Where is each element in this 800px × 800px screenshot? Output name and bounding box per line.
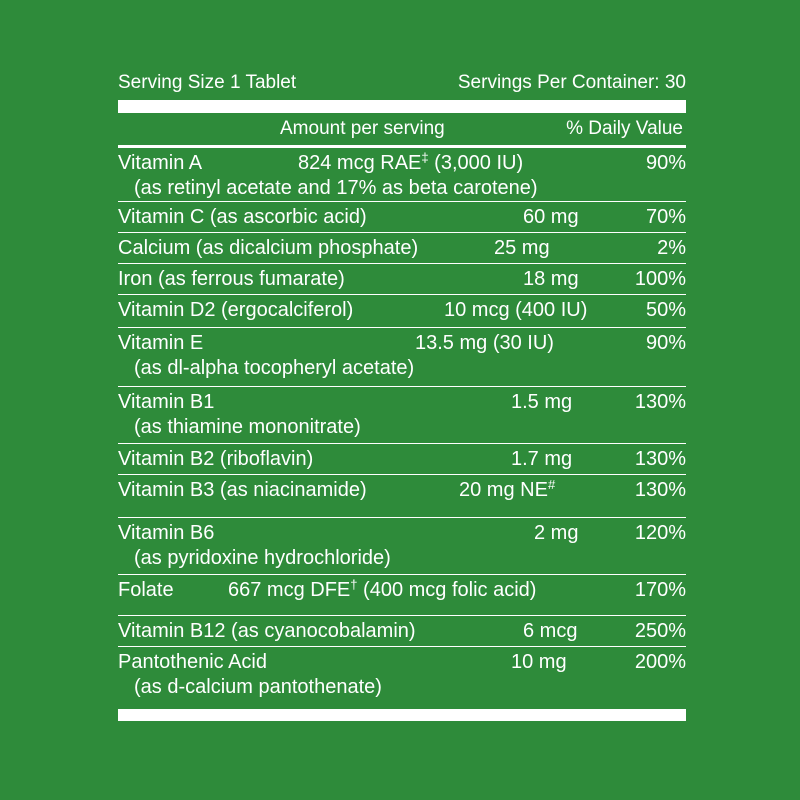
footnote-mark: # <box>547 477 556 492</box>
nutrient-name: Vitamin B3 (as niacinamide) <box>118 479 367 501</box>
footnote-mark: † <box>350 577 358 592</box>
nutrient-amount <box>415 331 554 356</box>
nutrient-name: Vitamin B12 (as cyanocobalamin) <box>118 620 416 642</box>
amount-equivalent: (3,000 IU) <box>428 152 524 174</box>
divider-end <box>118 709 686 721</box>
nutrient-list <box>118 148 686 705</box>
divider-thick <box>118 100 686 113</box>
nutrient-row <box>118 616 686 646</box>
daily-value-percent: 170% <box>634 579 686 601</box>
nutrient-row <box>118 575 686 615</box>
nutrient-source: (as pyridoxine hydrochloride) <box>134 547 391 569</box>
nutrient-source: (as d-calcium pantothenate) <box>134 676 382 698</box>
daily-value-percent: 130% <box>634 391 686 413</box>
nutrient-row <box>118 387 686 443</box>
nutrient-row <box>118 202 686 232</box>
nutrient-name: Calcium (as dicalcium phosphate) <box>118 237 419 259</box>
column-header <box>118 113 686 145</box>
nutrient-amount <box>228 578 536 603</box>
nutrient-amount <box>511 447 572 472</box>
serving-info <box>118 70 686 96</box>
amount-value: 25 mg <box>494 237 550 259</box>
nutrient-row <box>118 444 686 474</box>
amount-equivalent: (400 mcg folic acid) <box>357 579 537 601</box>
daily-value-percent: 130% <box>634 479 686 501</box>
nutrient-name: Vitamin A <box>118 152 203 174</box>
daily-value-percent: 250% <box>634 620 686 642</box>
daily-value-header: % Daily Value <box>566 118 683 139</box>
nutrient-row <box>118 233 686 263</box>
daily-value-percent: 50% <box>645 299 686 321</box>
amount-value: 10 mg <box>511 651 567 673</box>
nutrient-name: Vitamin C (as ascorbic acid) <box>118 206 367 228</box>
nutrient-amount <box>511 390 572 415</box>
nutrient-name: Vitamin B2 (riboflavin) <box>118 448 314 470</box>
nutrient-row <box>118 647 686 705</box>
daily-value-percent: 90% <box>645 332 686 354</box>
nutrient-name: Iron (as ferrous fumarate) <box>118 268 345 290</box>
daily-value-percent: 100% <box>634 268 686 290</box>
amount-value: 2 mg <box>534 522 579 544</box>
nutrient-source: (as retinyl acetate and 17% as beta carotene) <box>134 177 538 199</box>
amount-value: 824 mcg RAE <box>298 152 422 174</box>
amount-value: 1.7 mg <box>511 448 573 470</box>
nutrient-name: Pantothenic Acid <box>118 651 267 673</box>
amount-value: 13.5 mg (30 IU) <box>415 332 554 354</box>
nutrient-amount <box>459 478 555 503</box>
nutrient-source: (as thiamine mononitrate) <box>134 416 361 438</box>
amount-value: 667 mcg DFE <box>228 579 351 601</box>
serving-size: Serving Size 1 Tablet <box>118 72 297 93</box>
amount-per-serving-header: Amount per serving <box>280 118 445 139</box>
nutrient-amount <box>494 236 550 261</box>
amount-value: 20 mg NE <box>459 479 548 501</box>
nutrient-row <box>118 264 686 294</box>
daily-value-percent: 70% <box>645 206 686 228</box>
nutrient-name: Vitamin B1 <box>118 391 215 413</box>
nutrient-row <box>118 328 686 386</box>
nutrient-amount <box>444 298 587 323</box>
nutrient-row <box>118 295 686 327</box>
daily-value-percent: 130% <box>634 448 686 470</box>
daily-value-percent: 200% <box>634 651 686 673</box>
nutrient-name: Vitamin E <box>118 332 204 354</box>
nutrient-amount <box>511 650 567 675</box>
daily-value-percent: 2% <box>657 237 686 259</box>
nutrient-amount <box>298 151 523 176</box>
nutrient-amount <box>523 267 579 292</box>
supplement-facts-panel <box>118 70 686 721</box>
amount-value: 10 mcg (400 IU) <box>444 299 588 321</box>
nutrient-name: Vitamin D2 (ergocalciferol) <box>118 299 354 321</box>
nutrient-amount <box>523 205 579 230</box>
nutrient-amount <box>534 521 578 546</box>
footnote-mark: ‡ <box>421 150 429 165</box>
nutrient-row <box>118 148 686 201</box>
nutrient-row <box>118 475 686 517</box>
nutrient-source: (as dl-alpha tocopheryl acetate) <box>134 357 415 379</box>
daily-value-percent: 90% <box>645 152 686 174</box>
servings-per-container: Servings Per Container: 30 <box>457 72 686 93</box>
nutrient-amount <box>523 619 577 644</box>
amount-value: 18 mg <box>523 268 579 290</box>
amount-value: 6 mcg <box>523 620 578 642</box>
amount-value: 1.5 mg <box>511 391 573 413</box>
nutrient-row <box>118 518 686 574</box>
daily-value-percent: 120% <box>634 522 686 544</box>
nutrient-name: Folate <box>118 579 174 601</box>
amount-value: 60 mg <box>523 206 579 228</box>
nutrient-name: Vitamin B6 <box>118 522 215 544</box>
